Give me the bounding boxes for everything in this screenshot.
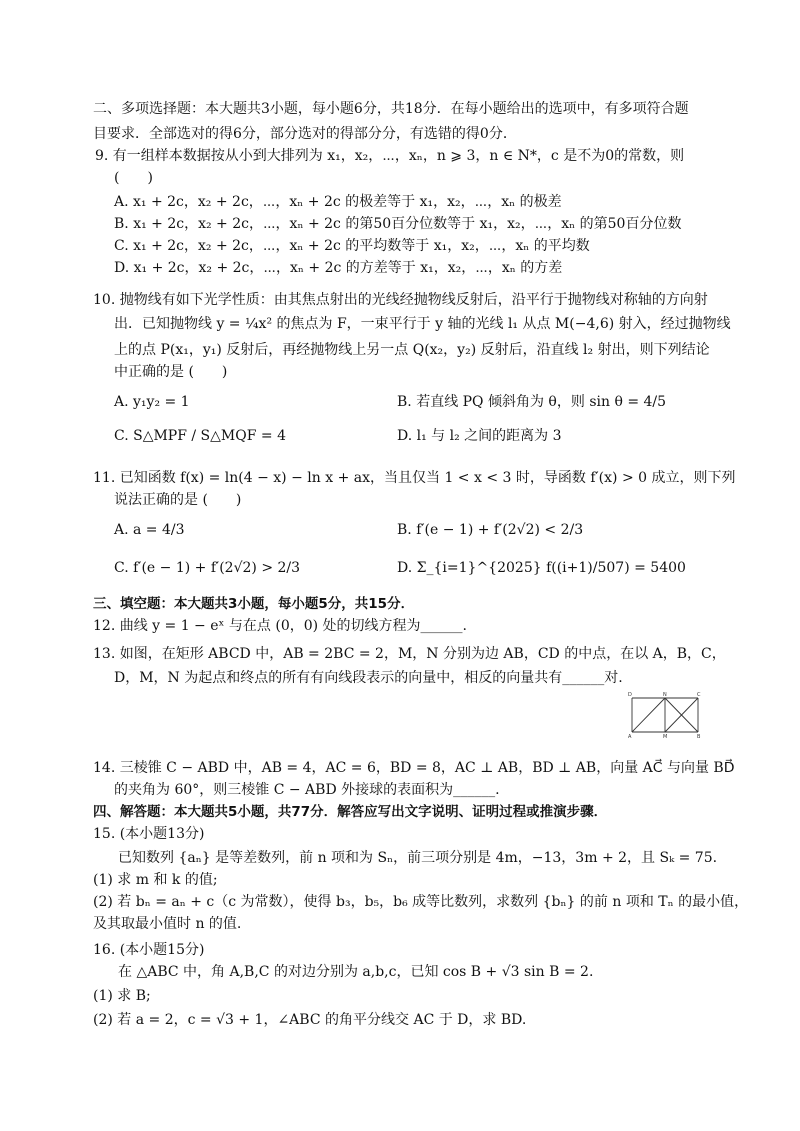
figure-label-d: D <box>628 692 632 698</box>
q10-stem-line-1: 10. 抛物线有如下光学性质：由其焦点射出的光线经抛物线反射后，沿平行于抛物线对称轴的方向射 <box>93 292 708 308</box>
q10-stem-line-3: 上的点 P(x₁，y₁) 反射后，再经抛物线上另一点 Q(x₂，y₂) 反射后，沿直线 l₂ 射出，则下列结论 <box>114 342 710 358</box>
q14-text-line-2: 的夹角为 60°，则三棱锥 C − ABD 外接球的表面积为______. <box>114 782 500 798</box>
q15-part-1: (1) 求 m 和 k 的值; <box>93 872 218 888</box>
q9-stem-line-1: 9. 有一组样本数据按从小到大排列为 x₁，x₂，⋯，xₙ，n ⩾ 3，n ∈ N*，c 是不为0的常数，则 <box>95 148 685 164</box>
q16-part-1: (1) 求 B; <box>93 988 151 1004</box>
figure-label-n: N <box>663 692 667 698</box>
figure-label-b: B <box>697 734 701 738</box>
q10-option-b: B. 若直线 PQ 倾斜角为 θ，则 sin θ = 4/5 <box>397 394 667 410</box>
q15-part-2-line-2: 及其取最小值时 n 的值. <box>93 916 242 932</box>
figure-label-a: A <box>628 734 632 738</box>
q15-part-2-line-1: (2) 若 bₙ = aₙ + c（c 为常数），使得 b₃，b₅，b₆ 成等比数列，求数列 {bₙ} 的前 n 项和 Tₙ 的最小值， <box>93 894 749 910</box>
q14-text-line-1: 14. 三棱锥 C − ABD 中，AB = 4，AC = 6，BD = 8，AC ⊥ AB，BD ⊥ AB，向量 AC⃗ 与向量 BD⃗ <box>93 760 735 776</box>
q15-heading: 15. (本小题13分) <box>93 826 205 842</box>
figure-label-c: C <box>697 692 701 698</box>
rectangle-figure <box>628 692 702 738</box>
q13-text-line-2: D，M，N 为起点和终点的所有有向线段表示的向量中，相反的向量共有______对. <box>114 670 623 686</box>
section-2-header-line-1: 二、多项选择题：本大题共3小题，每小题6分，共18分．在每小题给出的选项中，有多项符合题 <box>93 101 689 117</box>
q16-heading: 16. (本小题15分) <box>93 942 205 958</box>
q9-stem-line-2: ( ) <box>114 170 153 186</box>
q10-option-a: A. y₁y₂ = 1 <box>114 394 190 410</box>
q11-option-d: D. Σ_{i=1}^{2025} f((i+1)/507) = 5400 <box>397 560 686 576</box>
q10-stem-line-4: 中正确的是 ( ) <box>114 364 228 380</box>
section-3-header: 三、填空题：本大题共3小题，每小题5分，共15分． <box>93 596 415 612</box>
q10-stem-line-2: 出．已知抛物线 y = ¼x² 的焦点为 F，一束平行于 y 轴的光线 l₁ 从点 M(−4,6) 射入，经过抛物线 <box>114 316 731 332</box>
q11-stem-line-2: 说法正确的是 ( ) <box>114 492 242 508</box>
q11-stem-line-1: 11. 已知函数 f(x) = ln(4 − x) − ln x + ax，当且仅当 1 < x < 3 时，导函数 f′(x) > 0 成立，则下列 <box>93 470 736 486</box>
q16-part-2: (2) 若 a = 2，c = √3 + 1，∠ABC 的角平分线交 AC 于 D，求 BD. <box>93 1012 527 1028</box>
q16-text-line-1: 在 △ABC 中，角 A,B,C 的对边分别为 a,b,c，已知 cos B + √3 sin B = 2. <box>118 964 594 980</box>
q9-option-a: A. x₁ + 2c，x₂ + 2c，⋯，xₙ + 2c 的极差等于 x₁，x₂，⋯，xₙ 的极差 <box>114 194 562 210</box>
section-4-header: 四、解答题：本大题共5小题，共77分．解答应写出文字说明、证明过程或推演步骤． <box>93 804 608 820</box>
q11-option-b: B. f′(e − 1) + f′(2√2) < 2/3 <box>397 522 584 538</box>
q9-option-d: D. x₁ + 2c，x₂ + 2c，⋯，xₙ + 2c 的方差等于 x₁，x₂，⋯，xₙ 的方差 <box>114 260 563 276</box>
q9-option-c: C. x₁ + 2c，x₂ + 2c，⋯，xₙ + 2c 的平均数等于 x₁，x₂，⋯，xₙ 的平均数 <box>114 238 590 254</box>
q15-text-line-1: 已知数列 {aₙ} 是等差数列，前 n 项和为 Sₙ，前三项分别是 4m，−13，3m + 2，且 Sₖ = 75. <box>118 850 718 866</box>
q10-option-c: C. S△MPF / S△MQF = 4 <box>114 428 286 444</box>
q11-option-c: C. f′(e − 1) + f′(2√2) > 2/3 <box>114 560 301 576</box>
q11-option-a: A. a = 4/3 <box>114 522 185 538</box>
q13-text-line-1: 13. 如图，在矩形 ABCD 中，AB = 2BC = 2，M，N 分别为边 AB，CD 的中点，在以 A，B，C， <box>93 646 726 662</box>
q9-option-b: B. x₁ + 2c，x₂ + 2c，⋯，xₙ + 2c 的第50百分位数等于 x₁，x₂，⋯，xₙ 的第50百分位数 <box>114 216 682 232</box>
section-2-header-line-2: 目要求．全部选对的得6分，部分选对的得部分分，有选错的得0分． <box>93 126 517 142</box>
q10-option-d: D. l₁ 与 l₂ 之间的距离为 3 <box>397 428 562 444</box>
q12-text: 12. 曲线 y = 1 − eˣ 与在点 (0，0) 处的切线方程为______. <box>93 618 468 634</box>
figure-label-m: M <box>663 734 668 738</box>
